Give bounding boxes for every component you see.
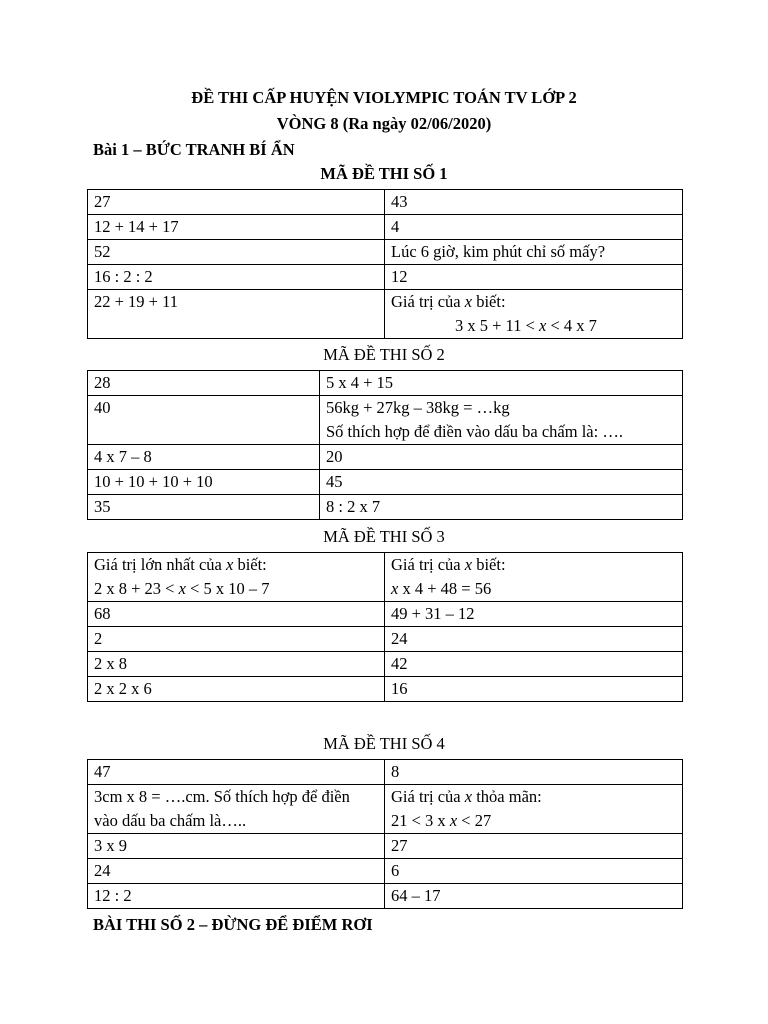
table-cell: Lúc 6 giờ, kim phút chỉ số mấy? bbox=[385, 240, 683, 265]
table-cell: 4 bbox=[385, 215, 683, 240]
table-row bbox=[88, 470, 683, 495]
table-cell: Giá trị của x biết: x x 4 + 48 = 56 bbox=[385, 553, 683, 602]
table-row bbox=[88, 495, 683, 520]
exam-3-heading: MÃ ĐỀ THI SỐ 3 bbox=[323, 527, 445, 546]
exam-4-table bbox=[87, 759, 683, 909]
table-row bbox=[88, 445, 683, 470]
table-row bbox=[88, 396, 683, 445]
table-cell: 24 bbox=[385, 627, 683, 652]
table-cell: 27 bbox=[88, 190, 385, 215]
table-cell: 24 bbox=[88, 859, 385, 884]
table-cell: Giá trị của x biết: 3 x 5 + 11 < x < 4 x 7 bbox=[385, 290, 683, 339]
table-cell: 35 bbox=[88, 495, 320, 520]
table-cell: 27 bbox=[385, 834, 683, 859]
table-cell: 16 : 2 : 2 bbox=[88, 265, 385, 290]
table-row bbox=[88, 602, 683, 627]
table-row bbox=[88, 652, 683, 677]
table-cell: 28 bbox=[88, 371, 320, 396]
table-row bbox=[88, 627, 683, 652]
table-cell: 45 bbox=[320, 470, 683, 495]
table-cell: 22 + 19 + 11 bbox=[88, 290, 385, 339]
section-1-heading: Bài 1 – BỨC TRANH BÍ ẨN bbox=[93, 140, 295, 159]
table-row bbox=[88, 240, 683, 265]
page-title: ĐỀ THI CẤP HUYỆN VIOLYMPIC TOÁN TV LỚP 2 bbox=[191, 88, 577, 107]
table-row bbox=[88, 785, 683, 834]
table-cell: 49 + 31 – 12 bbox=[385, 602, 683, 627]
table-cell: 5 x 4 + 15 bbox=[320, 371, 683, 396]
page-subtitle: VÒNG 8 (Ra ngày 02/06/2020) bbox=[276, 114, 492, 133]
table-cell: 12 : 2 bbox=[88, 884, 385, 909]
table-row bbox=[88, 677, 683, 702]
exam-4-heading: MÃ ĐỀ THI SỐ 4 bbox=[323, 734, 445, 753]
table-cell: 16 bbox=[385, 677, 683, 702]
table-row bbox=[88, 834, 683, 859]
table-cell: 43 bbox=[385, 190, 683, 215]
table-row bbox=[88, 190, 683, 215]
table-cell: 3cm x 8 = ….cm. Số thích hợp để điền vào dấu ba chấm là….. bbox=[88, 785, 385, 834]
table-cell: 47 bbox=[88, 760, 385, 785]
table-cell: 68 bbox=[88, 602, 385, 627]
table-cell: 2 bbox=[88, 627, 385, 652]
table-cell: 8 : 2 x 7 bbox=[320, 495, 683, 520]
table-row bbox=[88, 290, 683, 339]
table-cell: 40 bbox=[88, 396, 320, 445]
table-row bbox=[88, 215, 683, 240]
table-cell: 4 x 7 – 8 bbox=[88, 445, 320, 470]
table-cell: 20 bbox=[320, 445, 683, 470]
table-cell: 12 bbox=[385, 265, 683, 290]
exam-3-table bbox=[87, 552, 683, 702]
table-cell: 10 + 10 + 10 + 10 bbox=[88, 470, 320, 495]
table-row bbox=[88, 859, 683, 884]
table-cell: 2 x 2 x 6 bbox=[88, 677, 385, 702]
exam-2-table bbox=[87, 370, 683, 520]
exam-2-heading: MÃ ĐỀ THI SỐ 2 bbox=[323, 345, 445, 364]
exam-1-table bbox=[87, 189, 683, 339]
table-row bbox=[88, 884, 683, 909]
table-cell: 8 bbox=[385, 760, 683, 785]
table-row bbox=[88, 553, 683, 602]
table-cell: 52 bbox=[88, 240, 385, 265]
exam-1-heading: MÃ ĐỀ THI SỐ 1 bbox=[320, 164, 448, 183]
table-cell: Giá trị của x thỏa mãn: 21 < 3 x x < 27 bbox=[385, 785, 683, 834]
table-cell: 42 bbox=[385, 652, 683, 677]
table-row bbox=[88, 760, 683, 785]
table-cell: 12 + 14 + 17 bbox=[88, 215, 385, 240]
section-2-heading: BÀI THI SỐ 2 – ĐỪNG ĐỂ ĐIỂM RƠI bbox=[93, 915, 373, 934]
table-cell: 64 – 17 bbox=[385, 884, 683, 909]
table-cell: 6 bbox=[385, 859, 683, 884]
table-cell: 2 x 8 bbox=[88, 652, 385, 677]
table-cell: Giá trị lớn nhất của x biết: 2 x 8 + 23 < x < 5 x 10 – 7 bbox=[88, 553, 385, 602]
table-cell: 56kg + 27kg – 38kg = …kg Số thích hợp để điền vào dấu ba chấm là: …. bbox=[320, 396, 683, 445]
table-cell: 3 x 9 bbox=[88, 834, 385, 859]
table-row bbox=[88, 371, 683, 396]
table-row bbox=[88, 265, 683, 290]
